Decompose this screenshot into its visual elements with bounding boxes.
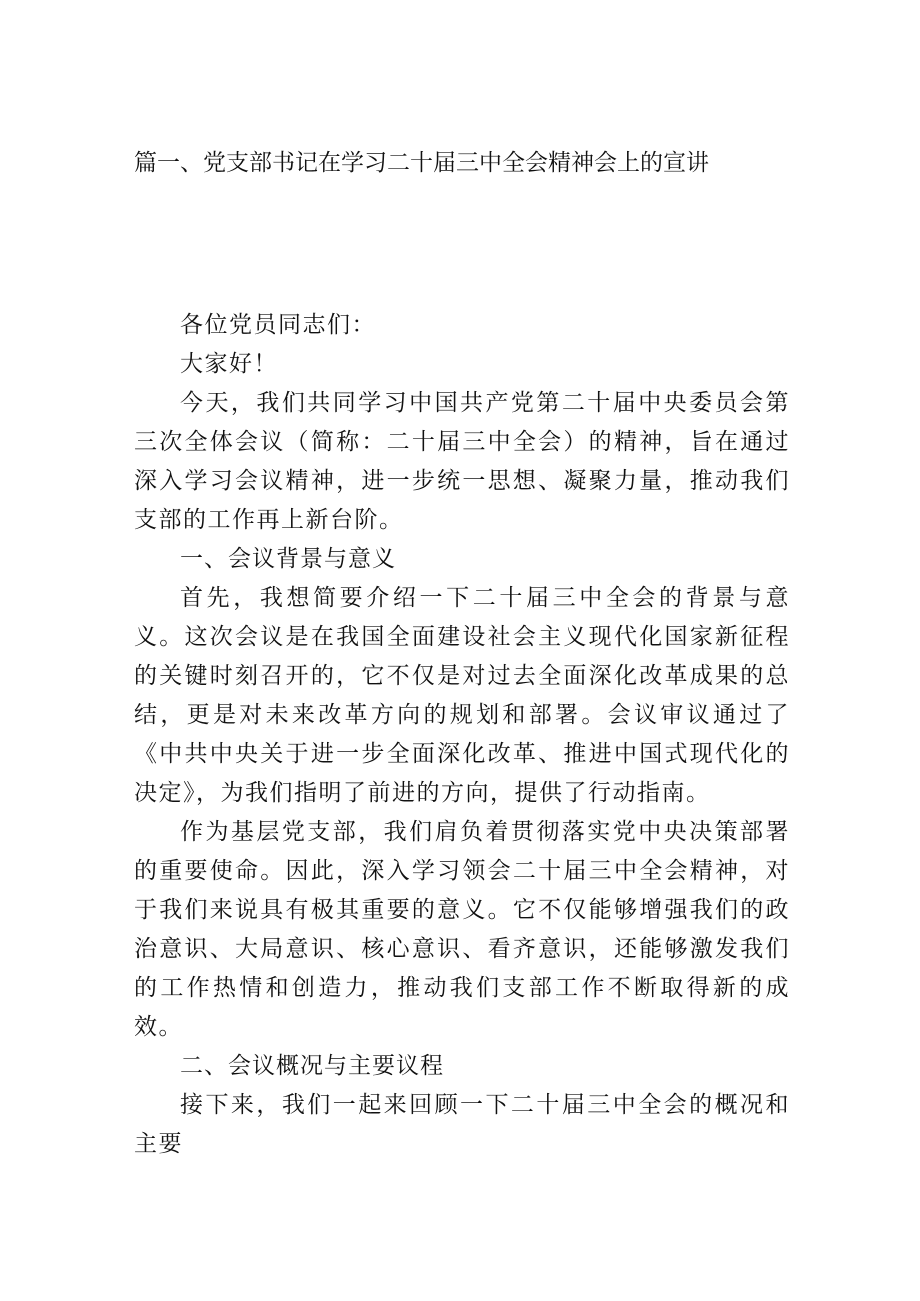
greeting: 大家好！ [180, 351, 278, 377]
section1-paragraph-2: 作为基层党支部，我们肩负着贯彻落实党中央决策部署的重要使命。因此，深入学习领会二十届三中全会精神，对于我们来说具有极其重要的意义。它不仅能够增强我们的政治意识、大局意识、核心意识、看齐意识，还能够激发我们的工作热情和创造力，推动我们支部工作不断取得新的成效。 [134, 819, 790, 1040]
section-heading-2: 二、会议概况与主要议程 [180, 1053, 444, 1079]
intro-paragraph: 今天，我们共同学习中国共产党第二十届中央委员会第三次全体会议（简称：二十届三中全会）的精神，旨在通过深入学习会议精神，进一步统一思想、凝聚力量，推动我们支部的工作再上新台阶。 [134, 390, 790, 533]
section-heading-1: 一、会议背景与意义 [180, 546, 396, 572]
salutation: 各位党员同志们： [180, 312, 376, 338]
document-title: 篇一、党支部书记在学习二十届三中全会精神会上的宣讲 [134, 150, 709, 176]
document-body [134, 306, 790, 1164]
section2-paragraph-1: 接下来，我们一起来回顾一下二十届三中全会的概况和主要 [134, 1092, 790, 1157]
section1-paragraph-1: 首先，我想简要介绍一下二十届三中全会的背景与意义。这次会议是在我国全面建设社会主义现代化国家新征程的关键时刻召开的，它不仅是对过去全面深化改革成果的总结，更是对未来改革方向的规划和部署。会议审议通过了《中共中央关于进一步全面深化改革、推进中国式现代化的决定》，为我们指明了前进的方向，提供了行动指南。 [134, 585, 790, 806]
